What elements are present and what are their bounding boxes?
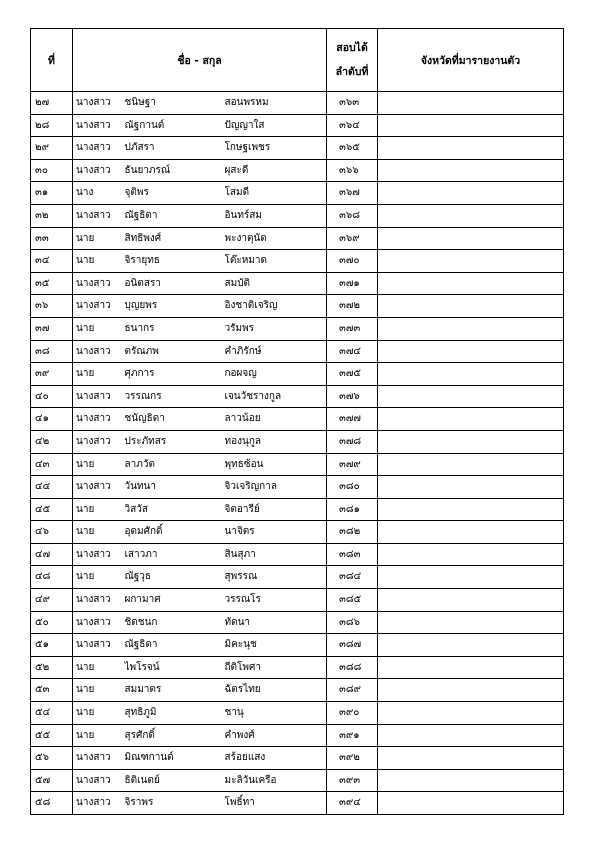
table-row [31,521,564,544]
cell-title: นาย [73,679,121,702]
table-row [31,476,564,499]
cell-title: นาย [73,566,121,589]
cell-no: ๕๕ [31,724,73,747]
cell-no: ๒๘ [31,114,73,137]
cell-province [378,114,564,137]
cell-first-name: ผกามาศ [121,589,225,612]
table-row [31,566,564,589]
cell-province [378,498,564,521]
cell-province [378,227,564,250]
cell-rank: ๓๘๒ [327,521,378,544]
cell-province [378,204,564,227]
cell-rank: ๓๗๔ [327,340,378,363]
table-row [31,159,564,182]
cell-first-name: ประภัทสร [121,430,225,453]
cell-no: ๓๗ [31,317,73,340]
cell-title: นาย [73,453,121,476]
cell-province [378,363,564,386]
cell-title: นาย [73,521,121,544]
cell-rank: ๓๘๕ [327,589,378,612]
cell-title: นาย [73,702,121,725]
table-row [31,204,564,227]
cell-rank: ๓๘๘ [327,656,378,679]
table-row [31,272,564,295]
cell-no: ๕๓ [31,679,73,702]
cell-no: ๒๗ [31,92,73,115]
cell-title: นาย [73,724,121,747]
cell-first-name: วรรณกร [121,385,225,408]
table-row [31,498,564,521]
cell-rank: ๓๖๓ [327,92,378,115]
cell-title: นาย [73,317,121,340]
cell-first-name: สิทธิพงศ์ [121,227,225,250]
cell-rank: ๓๗๙ [327,453,378,476]
cell-last-name: อิงชาติเจริญ [225,295,327,318]
cell-last-name: จิวเจริญกาล [225,476,327,499]
cell-last-name: ฉัตรไทย [225,679,327,702]
header-no: ที่ [31,29,73,92]
cell-province [378,182,564,205]
cell-last-name: ผุสะดี [225,159,327,182]
cell-title: นางสาว [73,295,121,318]
cell-title: นางสาว [73,92,121,115]
cell-first-name: จิรายุทธ [121,250,225,273]
roster-table [30,28,564,815]
cell-title: นางสาว [73,792,121,815]
cell-province [378,408,564,431]
table-row [31,792,564,815]
cell-no: ๔๖ [31,521,73,544]
cell-first-name: สุรศักดิ์ [121,724,225,747]
cell-last-name: โต๊ะหมาด [225,250,327,273]
cell-last-name: นาจิตร [225,521,327,544]
cell-last-name: มิคะนุช [225,634,327,657]
cell-province [378,476,564,499]
cell-last-name: อินทร์สม [225,204,327,227]
header-row [31,29,564,92]
cell-province [378,566,564,589]
cell-last-name: ปัญญาใส [225,114,327,137]
table-row [31,227,564,250]
cell-rank: ๓๖๗ [327,182,378,205]
cell-no: ๔๒ [31,430,73,453]
header-province: จังหวัดที่มารายงานตัว [378,29,564,92]
cell-province [378,769,564,792]
cell-last-name: วรรณโร [225,589,327,612]
cell-first-name: อุดมศักดิ์ [121,521,225,544]
cell-province [378,385,564,408]
cell-last-name: สร้อยแสง [225,747,327,770]
cell-last-name: ถีติโพศา [225,656,327,679]
table-row [31,589,564,612]
cell-no: ๕๘ [31,792,73,815]
cell-rank: ๓๘๔ [327,566,378,589]
cell-no: ๓๔ [31,250,73,273]
cell-rank: ๓๙๔ [327,792,378,815]
cell-last-name: จิตอารีย์ [225,498,327,521]
cell-no: ๕๒ [31,656,73,679]
cell-title: นางสาว [73,408,121,431]
table-row [31,747,564,770]
cell-rank: ๓๙๓ [327,769,378,792]
cell-province [378,634,564,657]
cell-first-name: ไพโรจน์ [121,656,225,679]
cell-province [378,137,564,160]
table-row [31,317,564,340]
table-row [31,363,564,386]
cell-first-name: ตรัณภพ [121,340,225,363]
cell-title: นาย [73,656,121,679]
table-row [31,182,564,205]
cell-rank: ๓๘๖ [327,611,378,634]
cell-last-name: สมบัติ [225,272,327,295]
cell-title: นางสาว [73,611,121,634]
cell-last-name: โพธิ์ทา [225,792,327,815]
header-rank [327,29,378,92]
cell-first-name: ชนิษฐา [121,92,225,115]
cell-province [378,589,564,612]
cell-first-name: จิราพร [121,792,225,815]
cell-last-name: พุทธซ้อน [225,453,327,476]
cell-rank: ๓๖๘ [327,204,378,227]
cell-rank: ๓๘๑ [327,498,378,521]
cell-first-name: บุญยพร [121,295,225,318]
cell-last-name: โกษฐเพชร [225,137,327,160]
cell-no: ๓๕ [31,272,73,295]
cell-title: นาง [73,182,121,205]
cell-first-name: สมมาตร [121,679,225,702]
cell-rank: ๓๖๙ [327,227,378,250]
cell-province [378,272,564,295]
table-row [31,453,564,476]
cell-title: นางสาว [73,430,121,453]
cell-first-name: ธิติเนตย์ [121,769,225,792]
cell-province [378,543,564,566]
cell-no: ๔๙ [31,589,73,612]
header-rank-line2: ลำดับที่ [335,66,369,78]
cell-last-name: ลาวน้อย [225,408,327,431]
cell-rank: ๓๘๙ [327,679,378,702]
cell-title: นางสาว [73,385,121,408]
cell-rank: ๓๗๑ [327,272,378,295]
table-row [31,656,564,679]
cell-first-name: วิสวัส [121,498,225,521]
table-row [31,679,564,702]
cell-first-name: ธนากร [121,317,225,340]
cell-last-name: ทัดนา [225,611,327,634]
cell-first-name: วันทนา [121,476,225,499]
table-header [31,29,564,92]
cell-last-name: สุพรรณ [225,566,327,589]
cell-last-name: คำภิรักษ์ [225,340,327,363]
cell-first-name: สุทธิภูมิ [121,702,225,725]
cell-last-name: สินสุภา [225,543,327,566]
cell-rank: ๓๘๓ [327,543,378,566]
cell-province [378,250,564,273]
table-row [31,250,564,273]
cell-title: นางสาว [73,543,121,566]
cell-title: นาย [73,227,121,250]
cell-rank: ๓๖๕ [327,137,378,160]
cell-no: ๒๙ [31,137,73,160]
cell-last-name: ชานุ [225,702,327,725]
cell-no: ๔๕ [31,498,73,521]
cell-first-name: เสาวภา [121,543,225,566]
cell-rank: ๓๗๗ [327,408,378,431]
cell-no: ๔๑ [31,408,73,431]
cell-first-name: ศุภการ [121,363,225,386]
cell-first-name: ณัฐกานต์ [121,114,225,137]
cell-first-name: ปภัสรา [121,137,225,160]
cell-no: ๓๐ [31,159,73,182]
cell-no: ๕๐ [31,611,73,634]
cell-first-name: อนิตสรา [121,272,225,295]
cell-province [378,792,564,815]
table-row [31,543,564,566]
cell-title: นางสาว [73,340,121,363]
cell-province [378,521,564,544]
table-row [31,340,564,363]
cell-last-name: วรัมพร [225,317,327,340]
cell-first-name: ณัฐธิดา [121,204,225,227]
cell-province [378,679,564,702]
table-row [31,295,564,318]
table-body [31,92,564,815]
cell-first-name: ชิดชนก [121,611,225,634]
cell-rank: ๓๙๐ [327,702,378,725]
cell-no: ๔๔ [31,476,73,499]
cell-title: นางสาว [73,159,121,182]
cell-last-name: คำพงศ์ [225,724,327,747]
cell-no: ๔๗ [31,543,73,566]
cell-title: นางสาว [73,634,121,657]
cell-no: ๓๖ [31,295,73,318]
cell-title: นางสาว [73,476,121,499]
header-name: ชื่อ - สกุล [73,29,327,92]
cell-no: ๓๘ [31,340,73,363]
cell-province [378,724,564,747]
cell-title: นางสาว [73,769,121,792]
cell-rank: ๓๗๖ [327,385,378,408]
table-row [31,385,564,408]
cell-no: ๔๓ [31,453,73,476]
cell-rank: ๓๗๓ [327,317,378,340]
cell-no: ๕๗ [31,769,73,792]
cell-rank: ๓๘๐ [327,476,378,499]
cell-title: นางสาว [73,589,121,612]
cell-title: นาย [73,250,121,273]
cell-title: นางสาว [73,204,121,227]
cell-no: ๔๐ [31,385,73,408]
cell-last-name: โสมดี [225,182,327,205]
cell-no: ๕๑ [31,634,73,657]
cell-rank: ๓๗๘ [327,430,378,453]
cell-no: ๓๒ [31,204,73,227]
table-row [31,611,564,634]
cell-title: นาย [73,363,121,386]
cell-title: นางสาว [73,747,121,770]
cell-first-name: ธันยาภรณ์ [121,159,225,182]
table-row [31,137,564,160]
cell-province [378,295,564,318]
cell-rank: ๓๖๔ [327,114,378,137]
cell-no: ๔๘ [31,566,73,589]
cell-first-name: มิณฑกานต์ [121,747,225,770]
cell-province [378,656,564,679]
cell-first-name: ณัฐวุธ [121,566,225,589]
cell-title: นางสาว [73,137,121,160]
cell-province [378,340,564,363]
cell-rank: ๓๗๕ [327,363,378,386]
cell-last-name: พะงาตุนัด [225,227,327,250]
cell-first-name: ณัฐธิดา [121,634,225,657]
cell-province [378,317,564,340]
cell-no: ๕๔ [31,702,73,725]
cell-last-name: ทองนุกูล [225,430,327,453]
table-row [31,408,564,431]
cell-last-name: กอผจญ [225,363,327,386]
cell-rank: ๓๘๗ [327,634,378,657]
cell-last-name: สอนพรหม [225,92,327,115]
table-row [31,702,564,725]
header-rank-line1: สอบได้ [336,42,368,54]
cell-province [378,611,564,634]
cell-rank: ๓๖๖ [327,159,378,182]
document-page [30,28,563,815]
cell-last-name: เจนวัชรางกูล [225,385,327,408]
table-row [31,114,564,137]
cell-province [378,430,564,453]
table-row [31,769,564,792]
cell-province [378,159,564,182]
cell-rank: ๓๗๒ [327,295,378,318]
cell-first-name: จุติพร [121,182,225,205]
cell-no: ๓๙ [31,363,73,386]
cell-no: ๕๖ [31,747,73,770]
cell-last-name: มะลิวันเครือ [225,769,327,792]
cell-rank: ๓๙๑ [327,724,378,747]
table-row [31,92,564,115]
cell-province [378,702,564,725]
table-row [31,724,564,747]
cell-title: นาย [73,498,121,521]
cell-title: นางสาว [73,114,121,137]
cell-province [378,747,564,770]
cell-first-name: ลาภวัต [121,453,225,476]
cell-rank: ๓๙๒ [327,747,378,770]
cell-rank: ๓๗๐ [327,250,378,273]
cell-province [378,453,564,476]
cell-no: ๓๓ [31,227,73,250]
cell-title: นางสาว [73,272,121,295]
cell-province [378,92,564,115]
table-row [31,634,564,657]
cell-first-name: ชนัญธิดา [121,408,225,431]
table-row [31,430,564,453]
cell-no: ๓๑ [31,182,73,205]
